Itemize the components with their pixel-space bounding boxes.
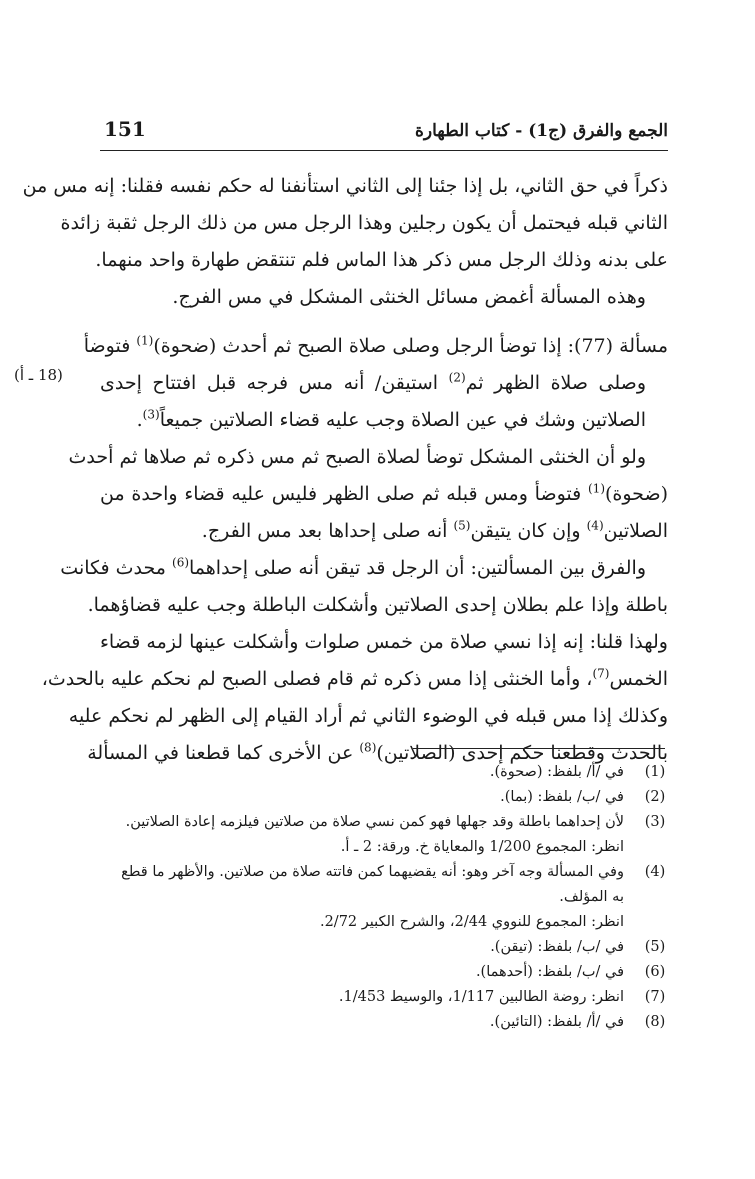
footnote-text: وفي المسألة وجه آخر وهو: أنه يقضيهما كمن فاتته صلاة من صلاتين. والأظهر ما قطع bbox=[121, 864, 624, 880]
footnote-ref: (2) bbox=[448, 370, 466, 385]
text-span: فتوضأ bbox=[83, 335, 137, 357]
footnote-text: في /ب/ بلفظ: (بما). bbox=[500, 789, 624, 805]
footnote-text: في /ب/ بلفظ: (أحدهما). bbox=[475, 964, 624, 980]
footnote bbox=[104, 985, 670, 1010]
text-line: ذكراً في حق الثاني، بل إذا جئنا إلى الثاني استأنفنا له حكم نفسه فقلنا: إنه مس من bbox=[22, 175, 668, 197]
footnote bbox=[104, 935, 670, 960]
footnote-number: (4) bbox=[644, 864, 666, 880]
footnote bbox=[104, 960, 670, 985]
text-span: عن الأخرى كما قطعنا في المسألة bbox=[87, 742, 360, 764]
text-line bbox=[83, 328, 668, 365]
footnote bbox=[104, 1010, 670, 1035]
text-span: ، وأما الخنثى إذا مس ذكره ثم قام فصلى الصبح لم نحكم عليه بالحدث، bbox=[41, 668, 593, 690]
footnote-ref: (8) bbox=[359, 740, 377, 755]
footnote bbox=[104, 810, 670, 835]
text-line: على بدنه وذلك الرجل مس ذكر هذا الماس فلم تنتقض طهارة واحد منهما. bbox=[95, 249, 668, 271]
text-line bbox=[41, 661, 668, 698]
text-span: بالحدث وقطعنا حكم إحدى (الصلاتين) bbox=[376, 742, 668, 764]
footnote-ref: (6) bbox=[172, 555, 190, 570]
footnote-ref: (4) bbox=[586, 518, 604, 533]
footnote-continuation bbox=[104, 885, 670, 910]
footnote-number: (1) bbox=[644, 764, 666, 780]
footnote-number: (3) bbox=[644, 814, 666, 830]
text-span: استيقن/ أنه مس فرجه قبل افتتاح إحدى bbox=[100, 372, 449, 394]
footnote-continuation bbox=[104, 835, 670, 860]
footnote-text: في /ب/ بلفظ: (تيقن). bbox=[490, 939, 624, 955]
page-header bbox=[100, 117, 668, 151]
text-span: والفرق بين المسألتين: أن الرجل قد تيقن أنه صلى إحداهما bbox=[189, 557, 646, 579]
text-line bbox=[60, 550, 668, 587]
text-line: ولو أن الخنثى المشكل توضأ لصلاة الصبح ثم مس ذكره ثم صلاها ثم أحدث bbox=[68, 446, 646, 468]
footnote-ref: (7) bbox=[592, 666, 610, 681]
footnote-number: (6) bbox=[644, 964, 666, 980]
footnote-number: (8) bbox=[644, 1014, 666, 1030]
text-span: وصلى صلاة الظهر ثم bbox=[465, 372, 646, 394]
text-span: الصلاتين bbox=[603, 520, 668, 542]
footnote-text: انظر: روضة الطالبين 1/117، والوسيط 1/453. bbox=[338, 989, 624, 1005]
footnote-continuation bbox=[104, 910, 670, 935]
footnote-ref: (3) bbox=[142, 407, 160, 422]
text-span: الخمس bbox=[609, 668, 668, 690]
footnote-ref: (1) bbox=[136, 333, 154, 348]
text-line bbox=[100, 402, 668, 439]
footnote-ref: (1) bbox=[587, 481, 605, 496]
header-rule bbox=[100, 150, 668, 151]
margin-folio-note: (18 ـ أ) bbox=[14, 366, 63, 384]
text-span: الصلاتين وشك في عين الصلاة وجب عليه قضاء الصلاتين جميعاً bbox=[159, 409, 646, 431]
footnote-number: (5) bbox=[644, 939, 666, 955]
footnote-ref: (5) bbox=[453, 518, 471, 533]
footnote-number: (7) bbox=[644, 989, 666, 1005]
text-line: ولهذا قلنا: إنه إذا نسي صلاة من خمس صلوات وأشكلت عينها لزمه قضاء bbox=[100, 631, 668, 653]
footnotes bbox=[104, 760, 670, 1035]
footnote-text: انظر: المجموع للنووي 2/44، والشرح الكبير 2/72. bbox=[319, 914, 624, 930]
text-span: فتوضأ ومس قبله ثم صلى الظهر فليس عليه قضاء واحدة من bbox=[100, 483, 588, 505]
footnote-text: انظر: المجموع 1/200 والمعاياة خ. ورقة: 2 ـ أ. bbox=[340, 839, 624, 855]
text-line: وهذه المسألة أغمض مسائل الخنثى المشكل في مس الفرج. bbox=[172, 286, 646, 308]
text-span: وإن كان يتيقن bbox=[470, 520, 587, 542]
footnote-number: (2) bbox=[644, 789, 666, 805]
footnote-text: به المؤلف. bbox=[559, 889, 624, 905]
text-span: أنه صلى إحداها بعد مس الفرج. bbox=[201, 520, 454, 542]
footnote-rule bbox=[413, 748, 665, 749]
footnote bbox=[104, 860, 670, 885]
footnote bbox=[104, 760, 670, 785]
text-line bbox=[100, 365, 668, 402]
footnote-text: في /أ/ بلفظ: (صحوة). bbox=[489, 764, 624, 780]
text-span: محدث فكانت bbox=[60, 557, 172, 579]
footnote-text: لأن إحداهما باطلة وقد جهلها فهو كمن نسي صلاة من صلاتين فيلزمه إعادة الصلاتين. bbox=[125, 814, 624, 830]
running-title: الجمع والفرق (ج1) - كتاب الطهارة bbox=[415, 121, 668, 141]
footnote bbox=[104, 785, 670, 810]
text-line bbox=[100, 513, 668, 550]
text-line: باطلة وإذا علم بطلان إحدى الصلاتين وأشكلت الباطلة وجب عليه قضاؤهما. bbox=[87, 594, 668, 616]
text-span: مسألة (77): إذا توضأ الرجل وصلى صلاة الصبح ثم أحدث (ضحوة) bbox=[153, 335, 668, 357]
page-number: 151 bbox=[104, 117, 146, 141]
footnote-text: في /أ/ بلفظ: (التائين). bbox=[489, 1014, 624, 1030]
text-span: . bbox=[136, 409, 143, 431]
text-line bbox=[100, 476, 668, 513]
text-line: الثاني قبله فيحتمل أن يكون رجلين وهذا الرجل مس من ذلك الرجل ثقبة زائدة bbox=[60, 212, 668, 234]
text-span: (ضحوة) bbox=[605, 483, 668, 505]
text-line: وكذلك إذا مس قبله في الوضوء الثاني ثم أراد القيام إلى الظهر لم نحكم عليه bbox=[68, 705, 668, 727]
